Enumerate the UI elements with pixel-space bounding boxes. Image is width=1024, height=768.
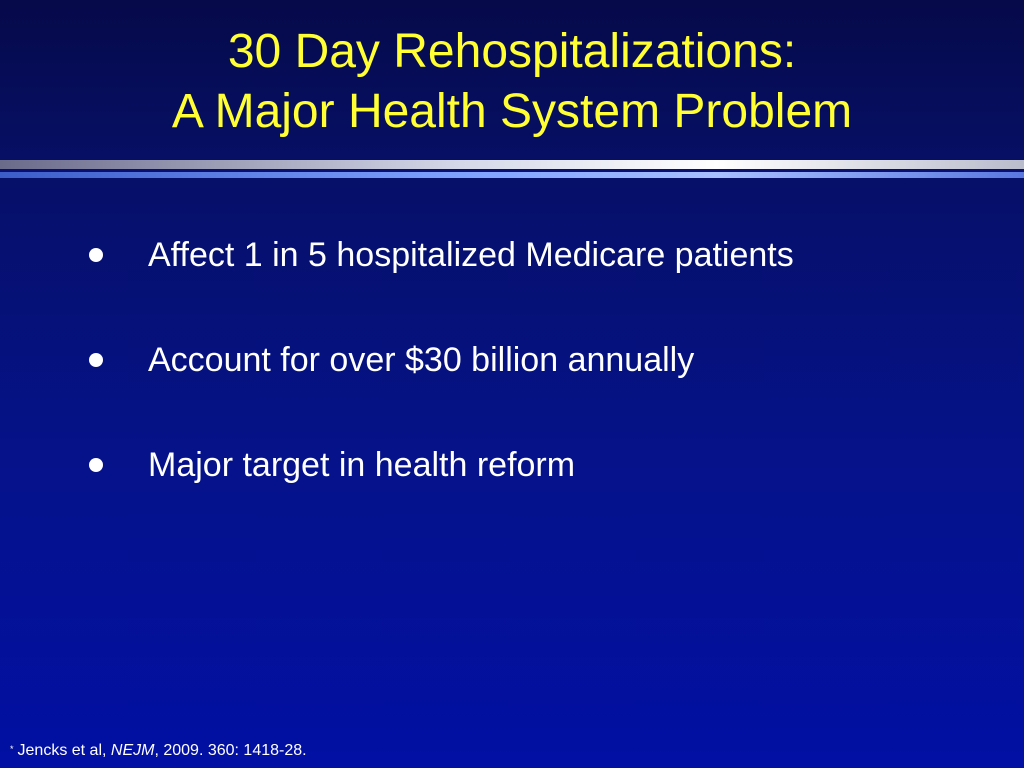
bullet-text: Affect 1 in 5 hospitalized Medicare patients: [148, 236, 794, 274]
bullet-dot-icon: [89, 458, 103, 472]
footnote: [10, 741, 307, 761]
bullet-dot-icon: [89, 353, 103, 367]
bullet-text: Account for over $30 billion annually: [148, 341, 695, 379]
footnote-journal: NEJM: [110, 742, 155, 759]
divider-bar-bottom: [0, 172, 1024, 178]
title-divider: [0, 160, 1024, 179]
bullet-text: Major target in health reform: [148, 446, 576, 484]
divider-bar-top: [0, 160, 1024, 169]
slide-title: [0, 22, 1024, 142]
slide-title-line-1: 30 Day Rehospitalizations:: [227, 25, 797, 78]
bullet-item: [0, 230, 1024, 280]
footnote-citation: , 2009. 360: 1418-28.: [154, 742, 307, 759]
slide-title-line-2: A Major Health System Problem: [171, 85, 853, 138]
footnote-authors: Jencks et al,: [17, 742, 111, 759]
footnote-marker: *: [10, 744, 14, 754]
bullet-dot-icon: [89, 248, 103, 262]
bullet-item: [0, 440, 1024, 490]
bullet-item: [0, 335, 1024, 385]
